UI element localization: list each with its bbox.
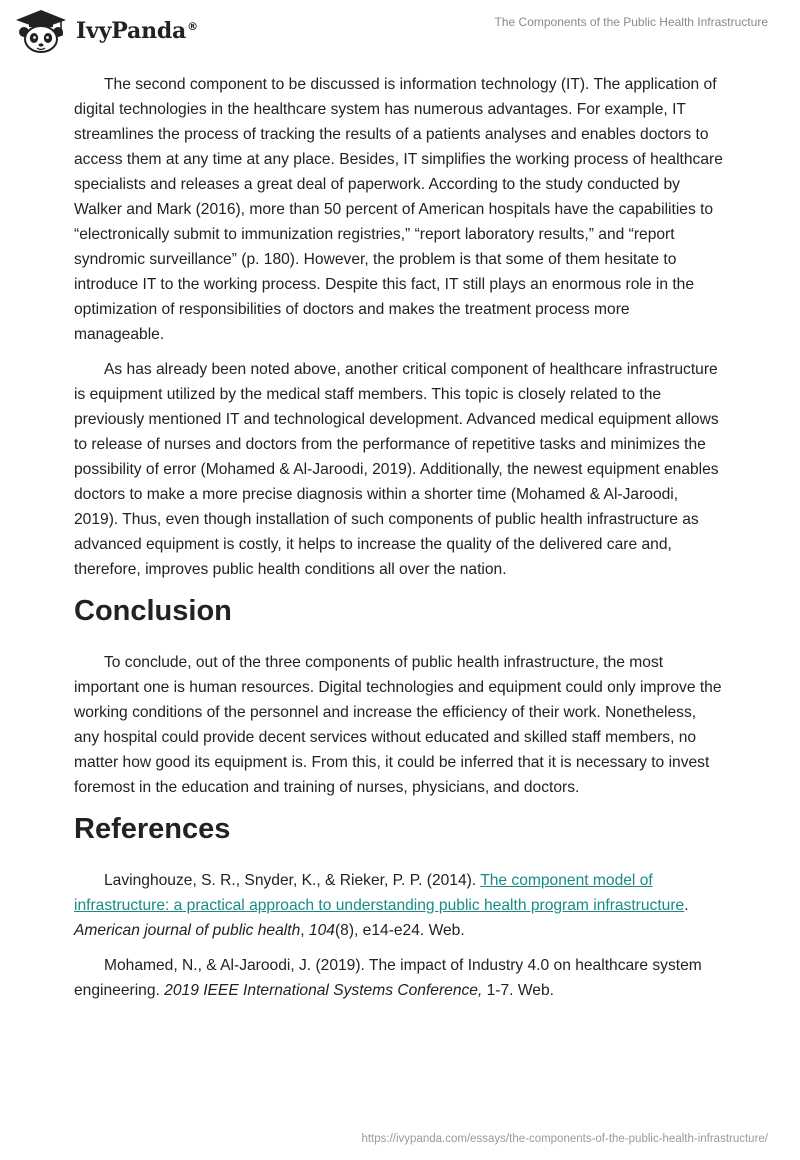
essay-content: [74, 72, 724, 1013]
page-header: [0, 0, 800, 64]
body-paragraph: The second component to be discussed is information technology (IT). The application of digital technologies in the healthcare system has numerous advantages. For example, IT streamlines the process of tracking the results of a patients analyses and enables doctors to access them at any time at any place. Besides, IT simplifies the working process of healthcare specialists and releases a great deal of paperwork. According to the study conducted by Walker and Mark (2016), more than 50 percent of American hospitals have the capabilities to “electronically submit to immunization registries,” “report laboratory results,” and “report syndromic surveillance” (p. 180). However, the problem is that some of them hesitate to introduce IT to the working process. Despite this fact, IT still plays an enormous role in the optimization of responsibilities of doctors and makes the treatment process more manageable.: [74, 76, 723, 343]
ivypanda-logo[interactable]: [14, 8, 198, 54]
logo-wordmark: IvyPanda®: [76, 18, 198, 44]
source-url[interactable]: https://ivypanda.com/essays/the-components-of-the-public-health-infrastructure/: [361, 1133, 768, 1145]
references-heading: References: [74, 813, 231, 845]
panda-graduate-icon: [14, 8, 68, 54]
conclusion-heading: Conclusion: [74, 595, 232, 627]
conclusion-paragraph: To conclude, out of the three components of public health infrastructure, the most important one is human resources. Digital technologies and equipment could only improve the working conditions of the personnel and increase the efficiency of their work. Nonetheless, any hospital could provide decent services without educated and skilled staff members, no matter how good its equipment is. From this, it could be inferred that it is necessary to invest foremost in the education and training of nurses, physicians, and doctors.: [74, 654, 722, 796]
body-paragraph: As has already been noted above, another critical component of healthcare infrastructure is equipment utilized by the medical staff members. This topic is closely related to the previously mentioned IT and technological development. Advanced medical equipment allows to release of nurses and doctors from the performance of repetitive tasks and minimizes the possibility of error (Mohamed & Al-Jaroodi, 2019). Additionally, the newest equipment enables doctors to make a more precise diagnosis within a shorter time (Mohamed & Al-Jaroodi, 2019). Thus, even though installation of such components of public health infrastructure as advanced equipment is costly, it helps to increase the quality of the delivered care and, therefore, improves public health conditions all over the nation.: [74, 361, 719, 578]
reference-entry: Mohamed, N., & Al-Jaroodi, J. (2019). The impact of Industry 4.0 on healthcare system engineering. 2019 IEEE International Systems Conference, 1-7. Web.: [74, 957, 702, 999]
reference-link[interactable]: The component model of infrastructure: a practical approach to understanding public health program infrastructure: [74, 872, 685, 914]
reference-entry: Lavinghouze, S. R., Snyder, K., & Rieker, P. P. (2014). The component model of infrastructure: a practical approach to understanding public health program infrastructure. American journal of public health, 104(8), e14-e24. Web.: [74, 872, 689, 939]
document-title: The Components of the Public Health Infrastructure: [494, 15, 768, 29]
